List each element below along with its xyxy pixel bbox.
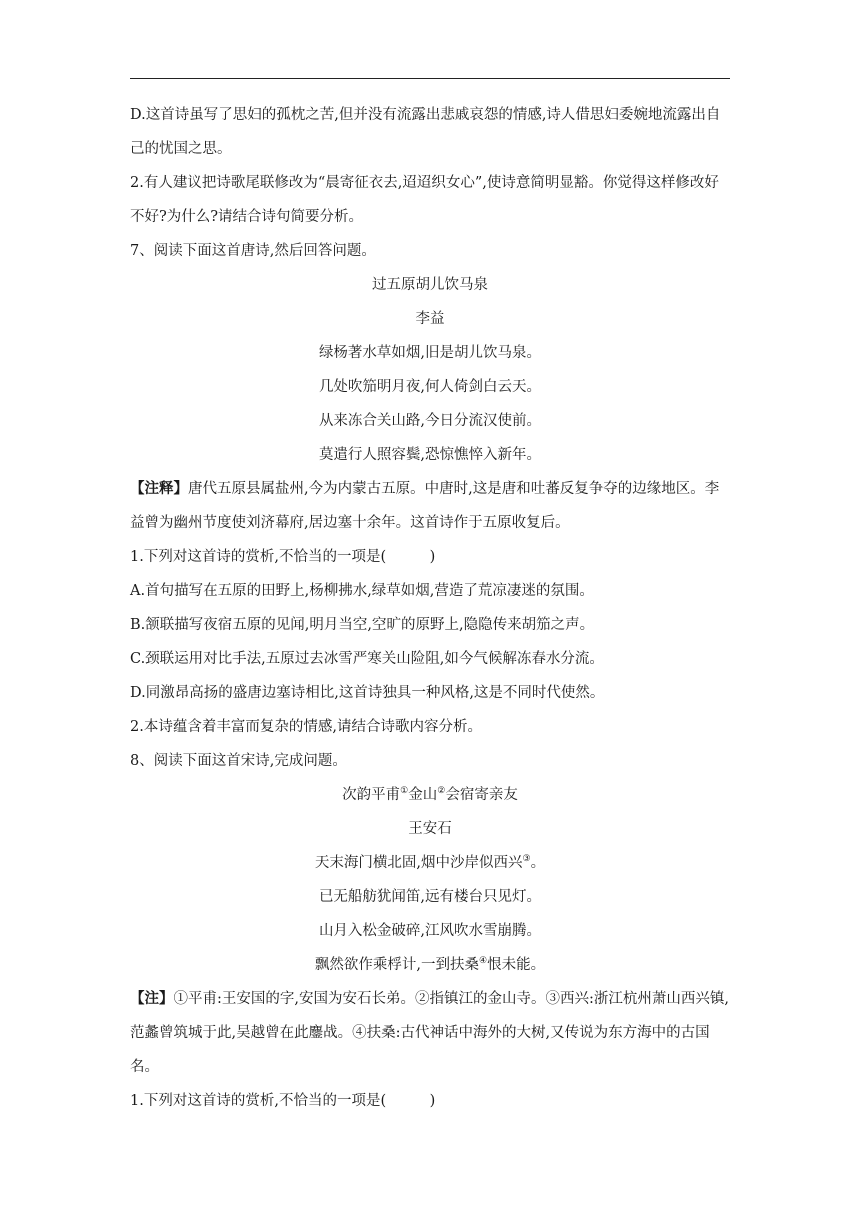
q8-note-text: ①平甫:王安国的字,安国为安石长弟。②指镇江的金山寺。③西兴:浙江杭州萧山西兴镇,范蠡曾筑城于此,吴越曾在此鏖战。④扶桑:古代神话中海外的大树,又传说为东方海中的古国名。: [130, 991, 729, 1075]
q8-title-part: 会宿寄亲友: [445, 787, 518, 803]
q7-intro: 7、阅读下面这首唐诗,然后回答问题。: [130, 243, 376, 259]
q8-line-part: 恨未能。: [487, 957, 546, 973]
q7-poem-line: 几处吹笳明月夜,何人倚剑白云天。: [318, 379, 542, 395]
q8-line-part: 天末海门横北固,烟中沙岸似西兴: [314, 855, 523, 871]
q7-question-1: 1.下列对这首诗的赏析,不恰当的一项是( ): [130, 549, 436, 565]
q8-note: [130, 982, 730, 1084]
q7-option-a: A.首句描写在五原的田野上,杨柳拂水,绿草如烟,营造了荒凉凄迷的氛围。: [130, 583, 594, 599]
q8-title-part: 次韵平甫: [342, 787, 401, 803]
q8-poem-line: [130, 948, 730, 982]
q7-note-label: 【注释】: [130, 480, 188, 497]
document-body: [130, 98, 730, 1118]
q8-note-label: 【注】: [130, 990, 174, 1007]
footnote-marker: ③: [522, 854, 531, 865]
footnote-marker: ①: [400, 786, 409, 797]
q7-option-b: B.颔联描写夜宿五原的见闻,明月当空,空旷的原野上,隐隐传来胡笳之声。: [130, 617, 595, 633]
q7-note-text: 唐代五原县属盐州,今为内蒙古五原。中唐时,这是唐和吐蕃反复争夺的边缘地区。李益曾为幽州节度使刘济幕府,居边塞十余年。这首诗作于五原收复后。: [130, 481, 720, 531]
q6-question-2: 2.有人建议把诗歌尾联修改为“晨寄征衣去,迢迢织女心”,使诗意简明显豁。你觉得这样修改好不好?为什么?请结合诗句简要分析。: [130, 175, 719, 225]
q6-option-d: D.这首诗虽写了思妇的孤枕之苦,但并没有流露出悲戚哀怨的情感,诗人借思妇委婉地流露出自己的忧国之思。: [130, 107, 721, 157]
q7-option-d: D.同激昂高扬的盛唐边塞诗相比,这首诗独具一种风格,这是不同时代使然。: [130, 685, 605, 701]
q8-poem-title: [130, 778, 730, 812]
q7-poem-line: 莫遣行人照容鬓,恐惊憔悴入新年。: [318, 447, 542, 463]
q8-line-part: 。: [530, 855, 546, 871]
q7-poem-line: 从来冻合关山路,今日分流汉使前。: [318, 413, 542, 429]
q7-question-2: 2.本诗蕴含着丰富而复杂的情感,请结合诗歌内容分析。: [130, 719, 482, 735]
q8-intro: 8、阅读下面这首宋诗,完成问题。: [130, 753, 347, 769]
q8-title-part: 金山: [408, 787, 438, 803]
q7-note: [130, 472, 730, 540]
header-rule: [130, 78, 730, 79]
q8-question-1: 1.下列对这首诗的赏析,不恰当的一项是( ): [130, 1093, 436, 1109]
q8-line-part: 飘然欲作乘桴计,一到扶桑: [314, 957, 480, 973]
q7-poem-author: 李益: [415, 311, 445, 327]
q7-poem-line: 绿杨著水草如烟,旧是胡儿饮马泉。: [318, 345, 542, 361]
footnote-marker: ④: [479, 956, 488, 967]
q8-poem-author: 王安石: [408, 821, 452, 837]
q8-poem-line: [130, 846, 730, 880]
q7-option-c: C.颈联运用对比手法,五原过去冰雪严寒关山险阻,如今气候解冻春水分流。: [130, 651, 604, 667]
footnote-marker: ②: [437, 786, 446, 797]
q7-poem-title: 过五原胡儿饮马泉: [372, 277, 488, 293]
q8-poem-line: 已无船舫犹闻笛,远有楼台只见灯。: [318, 889, 542, 905]
q8-poem-line: 山月入松金破碎,江风吹水雪崩腾。: [318, 923, 542, 939]
